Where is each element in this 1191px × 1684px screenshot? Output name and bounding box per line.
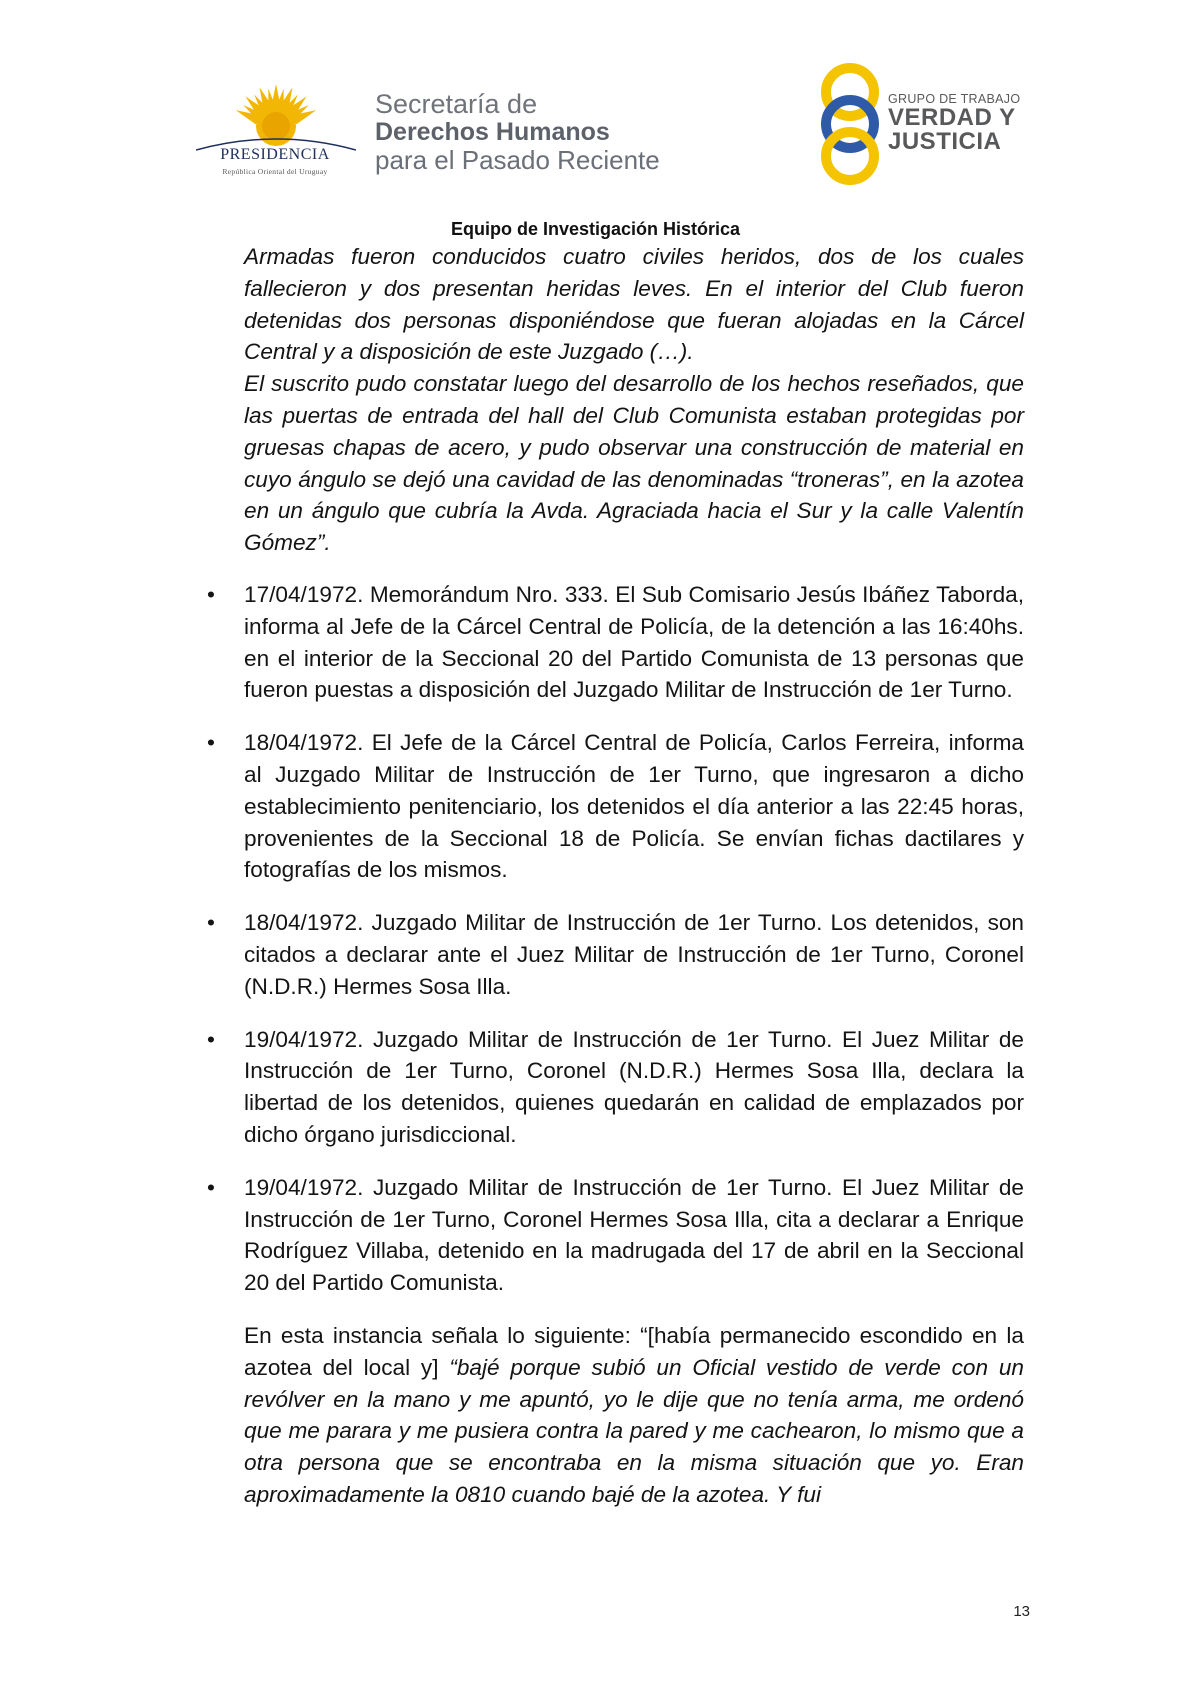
verdad-justicia-rings-logo [810,62,890,187]
page-number: 13 [1013,1603,1030,1620]
chronology-list [207,579,1024,1299]
equipo-title: Equipo de Investigación Histórica [450,219,741,239]
secretaria-line-1: Secretaría de [375,89,538,119]
list-item [207,907,1024,1002]
final-paragraph-quote: “bajé porque subió un Oficial vestido de verde con un revólver en la mano y me apuntó, yo le dije que no tenía arma, me ordenó que me parara y me pusiera contra la pared y me cachearon, lo mismo que a otra persona que se encontraba en la misma situación que yo. Eran aproximadamente la 0810 cuando bajé de la azotea. Y fui [244,1354,1024,1507]
list-item-text: 19/04/1972. Juzgado Militar de Instrucción de 1er Turno. El Juez Militar de Instrucción de 1er Turno, Coronel Hermes Sosa Illa, cita a declarar a Enrique Rodríguez Villaba, detenido en la madrugada del 17 de abril en la Seccional 20 del Partido Comunista. [244,1174,1024,1296]
bullet-icon: • [207,910,215,936]
list-item [207,727,1024,886]
secretaria-line-2: Derechos Humanos [375,118,610,146]
bullet-icon: • [207,581,215,607]
intro-quote-paragraph-2: El suscrito pudo constatar luego del desarrollo de los hechos reseñados, que las puertas de entrada del hall del Club Comunista estaban protegidas por gruesas chapas de acero, y pudo observar una construcción de material en cuyo ángulo se dejó una cavidad de las denominadas “troneras”, en la azotea en un ángulo que cubría la Avda. Agraciada hacia el Sur y la calle Valentín Gómez”. [244,371,1024,556]
list-item-text: 17/04/1972. Memorándum Nro. 333. El Sub Comisario Jesús Ibáñez Taborda, informa al Jefe de la Cárcel Central de Policía, de la detención a las 16:40hs. en el interior de la Seccional 20 del Partido Comunista de 13 personas que fueron puestas a disposición del Juzgado Militar de Instrucción de 1er Turno. [244,581,1024,703]
bullet-icon: • [207,1174,215,1200]
list-item [207,1172,1024,1299]
verdad-justicia-logotype [888,92,1038,154]
grupo-line-1: GRUPO DE TRABAJO [888,92,1021,106]
document-body [207,241,1024,1511]
final-paragraph-lead: En esta instancia señala lo siguiente: “[había permanecido escondido en la azotea del local y] [244,1322,1024,1380]
grupo-line-2: VERDAD Y [888,104,1016,131]
list-item [207,579,1024,706]
intro-quote-paragraph-1: Armadas fueron conducidos cuatro civiles heridos, dos de los cuales fallecieron y dos presentan heridas leves. En el interior del Club fueron detenidas dos personas disponiéndose que fueran alojadas en la Cárcel Central y a disposición de este Juzgado (…). [244,244,1024,365]
secretaria-line-3: para el Pasado Reciente [375,145,660,175]
list-item-text: 18/04/1972. Juzgado Militar de Instrucción de 1er Turno. Los detenidos, son citados a declarar ante el Juez Militar de Instrucción de 1er Turno, Coronel (N.D.R.) Hermes Sosa Illa. [244,910,1024,999]
list-item [207,1024,1024,1151]
secretaria-logotype [375,90,705,174]
bullet-icon: • [207,730,215,756]
bullet-icon: • [207,1026,215,1052]
list-item-text: 19/04/1972. Juzgado Militar de Instrucción de 1er Turno. El Juez Militar de Instrucción de 1er Turno, Coronel (N.D.R.) Hermes Sosa Illa, declara la libertad de los detenidos, quienes quedarán en calidad de emplazados por dicho órgano jurisdiccional. [244,1026,1024,1147]
list-item-text: 18/04/1972. El Jefe de la Cárcel Central de Policía, Carlos Ferreira, informa al Juzgado Militar de Instrucción de 1er Turno, que ingresaron a dicho establecimiento penitenciario, los detenidos el día anterior a las 22:45 horas, provenientes de la Seccional 18 de Policía. Se envían fichas dactilares y fotografías de los mismos. [244,730,1024,883]
presidencia-name: PRESIDENCIA [220,146,330,163]
grupo-line-3: JUSTICIA [888,128,1002,155]
page-header [0,0,1191,215]
presidencia-subtitle: República Oriental del Uruguay [222,167,328,176]
final-paragraph [244,1320,1024,1511]
